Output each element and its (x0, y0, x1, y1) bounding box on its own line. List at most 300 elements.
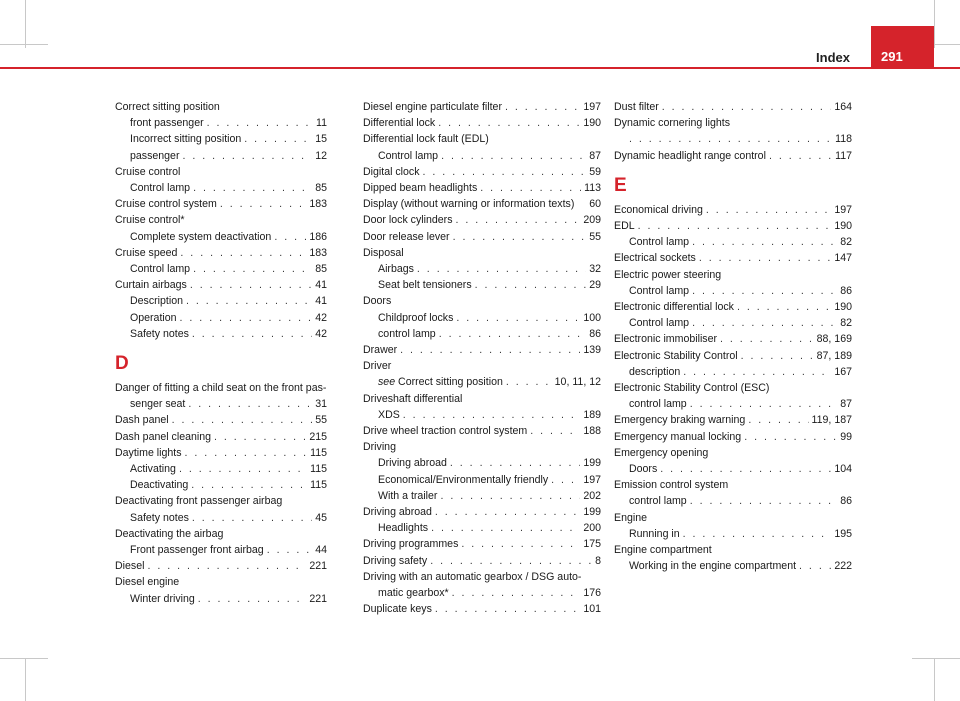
index-column-3 (614, 99, 852, 574)
index-entry[interactable] (363, 553, 601, 569)
dot-leader (188, 396, 312, 412)
entry-label: Dynamic headlight range control (614, 149, 766, 162)
dot-leader (439, 326, 587, 342)
see-reference: see (378, 376, 396, 389)
entry-page: 221 (309, 560, 327, 573)
entry-label: Daytime lights (115, 446, 182, 459)
index-column-1 (115, 99, 327, 607)
entry-page: 55 (589, 230, 601, 243)
index-entry[interactable] (115, 310, 327, 326)
entry-label: Deactivating (130, 479, 189, 492)
entry-page: 82 (840, 317, 852, 330)
index-heading: Correct sitting position (115, 101, 220, 113)
entry-page: 85 (315, 263, 327, 276)
index-entry[interactable] (614, 461, 852, 477)
index-entry[interactable] (115, 591, 327, 607)
index-heading: Emission control system (614, 479, 729, 492)
entry-page: 99 (840, 430, 852, 443)
index-entry[interactable] (115, 131, 327, 147)
dot-leader (193, 180, 312, 196)
entry-label: Door release lever (363, 230, 450, 243)
index-entry[interactable] (363, 164, 601, 180)
index-entry[interactable] (363, 423, 601, 439)
entry-label: XDS (378, 408, 400, 421)
entry-page: 202 (583, 489, 601, 502)
index-entry[interactable] (363, 99, 601, 115)
index-entry[interactable] (363, 585, 601, 601)
dot-leader (440, 488, 580, 504)
index-entry[interactable] (115, 510, 327, 526)
entry-page: 45 (315, 511, 327, 524)
index-entry[interactable] (363, 374, 601, 390)
dot-leader (435, 601, 580, 617)
entry-page: 117 (835, 149, 852, 162)
index-entry[interactable] (115, 148, 327, 164)
page-title: Index (816, 50, 850, 65)
entry-page: 190 (834, 220, 852, 233)
dot-leader (699, 250, 831, 266)
entry-label: Emergency manual locking (614, 430, 742, 443)
index-heading: Electronic Stability Control (ESC) (614, 382, 770, 395)
dot-leader (530, 423, 580, 439)
entry-label: control lamp (629, 398, 687, 411)
index-entry[interactable] (363, 180, 601, 196)
index-entry[interactable] (363, 277, 601, 293)
crop-mark (934, 0, 935, 48)
entry-page: 87 (589, 149, 601, 162)
dot-leader (180, 245, 306, 261)
index-heading: Electric power steering (614, 268, 722, 281)
index-entry[interactable] (614, 558, 852, 574)
dot-leader (191, 477, 307, 493)
index-entry[interactable] (363, 342, 601, 358)
dot-leader (638, 218, 832, 234)
entry-page: 200 (583, 522, 601, 535)
index-entry[interactable] (363, 229, 601, 245)
crop-mark (25, 658, 26, 701)
index-heading: Cruise control* (115, 214, 185, 227)
index-entry[interactable] (614, 234, 852, 250)
entry-page: 197 (583, 473, 601, 486)
entry-label: Cruise control system (115, 198, 217, 211)
index-entry[interactable] (363, 212, 601, 228)
dot-leader (186, 293, 312, 309)
index-entry[interactable] (115, 412, 327, 428)
entry-page: 12 (315, 149, 327, 162)
index-heading: Driving with an automatic gearbox / DSG auto- (363, 570, 582, 583)
entry-page: 189 (583, 408, 601, 421)
dot-leader (629, 131, 832, 147)
entry-label: Digital clock (363, 165, 420, 178)
entry-label: Driving abroad (363, 506, 432, 519)
entry-label: Front passenger front airbag (130, 544, 264, 557)
entry-page: 41 (315, 295, 327, 308)
dot-leader (690, 493, 838, 509)
dot-leader (456, 212, 581, 228)
index-heading: Doors (363, 295, 392, 308)
entry-page: 100 (583, 311, 601, 324)
index-entry[interactable] (363, 504, 601, 520)
dot-leader (690, 396, 838, 412)
entry-page: 88, 169 (816, 333, 852, 346)
index-column-2 (363, 99, 601, 618)
dot-leader (190, 277, 312, 293)
dot-leader (692, 234, 837, 250)
entry-page: 15 (315, 133, 327, 146)
index-heading: Disposal (363, 246, 404, 259)
entry-page: 195 (834, 527, 852, 540)
index-heading: Driveshaft differential (363, 392, 463, 405)
dot-leader (180, 310, 313, 326)
section-letter: E (614, 174, 627, 196)
index-heading: Danger of fitting a child seat on the front pas- (115, 382, 327, 395)
index-heading: Emergency opening (614, 446, 709, 459)
entry-page: 10, 11, 12 (554, 376, 601, 389)
dot-leader (192, 510, 312, 526)
dot-leader (475, 277, 587, 293)
entry-page: 186 (309, 230, 327, 243)
dot-leader (182, 148, 312, 164)
entry-label: Electronic Stability Control (614, 349, 738, 362)
entry-label: Dust filter (614, 101, 659, 113)
index-entry[interactable] (614, 299, 852, 315)
entry-page: 118 (835, 133, 852, 146)
index-entry[interactable] (614, 396, 852, 412)
index-entry[interactable] (363, 536, 601, 552)
entry-page: 209 (583, 214, 601, 227)
dot-leader (450, 455, 580, 471)
entry-label: Control lamp (130, 182, 191, 195)
index-entry[interactable] (363, 601, 601, 617)
entry-label: Dipped beam headlights (363, 182, 478, 195)
entry-label: Control lamp (130, 263, 191, 276)
entry-page: 199 (583, 506, 601, 519)
index-entry[interactable] (614, 283, 852, 299)
entry-label: Driving abroad (378, 457, 447, 470)
index-entry[interactable] (115, 245, 327, 261)
index-heading: Deactivating front passenger airbag (115, 495, 283, 508)
entry-page: 104 (834, 463, 852, 476)
entry-page: 82 (840, 236, 852, 249)
entry-page: 221 (309, 592, 327, 605)
entry-label: front passenger (130, 117, 204, 130)
entry-page: 190 (583, 117, 601, 130)
entry-page: 42 (315, 327, 327, 340)
index-entry[interactable] (115, 229, 327, 245)
entry-label: Complete system deactivation (130, 230, 272, 243)
dot-leader (198, 591, 307, 607)
index-entry[interactable] (614, 315, 852, 331)
entry-label: Safety notes (130, 511, 189, 524)
entry-page: 29 (589, 279, 601, 292)
index-heading: Driver (363, 360, 392, 373)
entry-page: 11 (316, 117, 327, 130)
index-entry[interactable] (363, 520, 601, 536)
entry-label: Airbags (378, 263, 414, 276)
index-entry[interactable] (115, 542, 327, 558)
dot-leader (244, 131, 312, 147)
entry-label: Door lock cylinders (363, 214, 453, 227)
entry-label: senger seat (130, 398, 186, 411)
entry-page: 32 (589, 263, 601, 276)
entry-label: Electrical sockets (614, 252, 696, 265)
entry-label: Control lamp (378, 149, 439, 162)
index-entry[interactable] (115, 277, 327, 293)
index-entry[interactable] (363, 196, 601, 212)
dot-leader (769, 148, 832, 164)
entry-label: Winter driving (130, 592, 195, 605)
entry-label: Differential lock (363, 117, 436, 130)
index-entry[interactable] (614, 99, 852, 115)
entry-page: 164 (834, 101, 852, 113)
index-entry[interactable] (614, 526, 852, 542)
dot-leader (799, 558, 831, 574)
entry-label: Correct sitting position (398, 376, 503, 389)
dot-leader (435, 504, 580, 520)
dot-leader (179, 461, 307, 477)
index-entry[interactable] (363, 115, 601, 131)
entry-page: 183 (309, 198, 327, 211)
entry-label: control lamp (378, 327, 436, 340)
entry-label: Headlights (378, 522, 429, 535)
entry-label: Dash panel cleaning (115, 430, 212, 443)
dot-leader (267, 542, 313, 558)
entry-page: 175 (583, 538, 601, 551)
index-entry[interactable] (115, 261, 327, 277)
dot-leader (737, 299, 831, 315)
index-heading: Differential lock fault (EDL) (363, 133, 489, 146)
dot-leader (480, 180, 581, 196)
index-entry[interactable] (614, 348, 852, 364)
entry-label: Dash panel (115, 414, 169, 427)
index-entry[interactable] (363, 488, 601, 504)
entry-label: passenger (130, 149, 180, 162)
entry-page: 197 (583, 101, 601, 113)
dot-leader (438, 115, 580, 131)
entry-label: Driving programmes (363, 538, 459, 551)
entry-label: Operation (130, 311, 177, 324)
entry-label: Childproof locks (378, 311, 454, 324)
dot-leader (207, 115, 313, 131)
index-entry[interactable] (614, 331, 852, 347)
index-heading: Driving (363, 441, 396, 454)
entry-label: Description (130, 295, 183, 308)
entry-label: Curtain airbags (115, 279, 187, 292)
entry-page: 55 (315, 414, 327, 427)
entry-label: Drive wheel traction control system (363, 425, 528, 438)
entry-page: 31 (315, 398, 327, 411)
index-entry[interactable] (115, 477, 327, 493)
dot-leader (741, 348, 814, 364)
dot-leader (220, 196, 306, 212)
dot-leader (172, 412, 313, 428)
entry-label: Running in (629, 527, 680, 540)
entry-page: 215 (309, 430, 327, 443)
entry-label: control lamp (629, 495, 687, 508)
entry-page: 86 (840, 495, 852, 508)
dot-leader (214, 429, 306, 445)
entry-label: Doors (629, 463, 658, 476)
entry-page: 147 (834, 252, 852, 265)
dot-leader (185, 445, 308, 461)
entry-page: 115 (310, 463, 327, 476)
dot-leader (192, 326, 312, 342)
entry-page: 101 (583, 603, 601, 616)
entry-page: 139 (583, 344, 601, 357)
entry-label: Control lamp (629, 236, 690, 249)
section-letter: D (115, 353, 129, 375)
dot-leader (660, 461, 831, 477)
crop-mark (0, 658, 48, 659)
entry-page: 176 (583, 587, 601, 600)
crop-mark (934, 658, 935, 701)
entry-page: 60 (589, 198, 601, 211)
index-heading: Deactivating the airbag (115, 527, 224, 540)
page-number: 291 (881, 49, 903, 64)
index-entry[interactable] (115, 445, 327, 461)
dot-leader (193, 261, 312, 277)
entry-page: 85 (315, 182, 327, 195)
entry-label: Diesel (115, 560, 145, 573)
dot-leader (505, 99, 580, 115)
dot-leader (683, 526, 832, 542)
index-entry[interactable] (363, 261, 601, 277)
dot-leader (431, 520, 580, 536)
index-entry[interactable] (115, 461, 327, 477)
dot-leader (441, 148, 586, 164)
entry-label: Safety notes (130, 327, 189, 340)
dot-leader (683, 364, 831, 380)
index-heading: Diesel engine (115, 576, 180, 589)
index-entry[interactable] (115, 558, 327, 574)
index-entry[interactable] (614, 429, 852, 445)
index-heading: Dynamic cornering lights (614, 117, 730, 130)
dot-leader (452, 585, 581, 601)
dot-leader (748, 412, 808, 428)
dot-leader (706, 202, 831, 218)
index-heading: Engine (614, 511, 647, 524)
entry-label: Driving safety (363, 554, 428, 567)
entry-label: EDL (614, 220, 635, 233)
entry-label: Economical/Environmentally friendly (378, 473, 549, 486)
index-entry[interactable] (363, 310, 601, 326)
dot-leader (400, 342, 580, 358)
entry-label: Cruise speed (115, 246, 178, 259)
index-entry[interactable] (115, 429, 327, 445)
entry-label: Diesel engine particulate filter (363, 101, 502, 113)
entry-page: 59 (589, 165, 601, 178)
crop-mark (912, 658, 960, 659)
entry-label: Emergency braking warning (614, 414, 746, 427)
index-entry[interactable] (115, 180, 327, 196)
index-entry[interactable] (363, 407, 601, 423)
entry-page: 167 (834, 365, 852, 378)
crop-mark (25, 0, 26, 48)
dot-leader (692, 315, 837, 331)
dot-leader (720, 331, 814, 347)
entry-page: 115 (310, 479, 327, 492)
entry-label: Electronic immobiliser (614, 333, 718, 346)
index-heading: Cruise control (115, 165, 181, 178)
dot-leader (274, 229, 306, 245)
index-entry[interactable] (614, 148, 852, 164)
dot-leader (417, 261, 586, 277)
entry-label: With a trailer (378, 489, 438, 502)
dot-leader (453, 229, 587, 245)
index-entry[interactable] (614, 250, 852, 266)
entry-label: Working in the engine compartment (629, 560, 797, 573)
index-entry[interactable] (363, 148, 601, 164)
entry-label: Duplicate keys (363, 603, 432, 616)
entry-page: 115 (310, 446, 327, 459)
index-entry[interactable] (115, 196, 327, 212)
index-entry[interactable] (363, 455, 601, 471)
entry-label: Activating (130, 463, 176, 476)
entry-label: Control lamp (629, 317, 690, 330)
entry-page: 42 (315, 311, 327, 324)
page-number-badge (871, 26, 934, 68)
dot-leader (430, 553, 592, 569)
entry-label: Drawer (363, 344, 398, 357)
entry-page: 86 (589, 327, 601, 340)
index-entry[interactable] (614, 412, 852, 428)
entry-page: 119, 187 (811, 414, 852, 427)
entry-label: Seat belt tensioners (378, 279, 472, 292)
crop-mark (0, 44, 48, 45)
entry-page: 87, 189 (816, 349, 852, 362)
entry-page: 41 (315, 279, 327, 292)
entry-page: 44 (315, 544, 327, 557)
entry-label: Economical driving (614, 203, 703, 216)
dot-leader (461, 536, 580, 552)
entry-page: 113 (584, 182, 601, 195)
dot-leader (403, 407, 581, 423)
index-entry[interactable] (614, 493, 852, 509)
index-entry[interactable] (363, 472, 601, 488)
index-entry[interactable] (363, 326, 601, 342)
dot-leader (456, 310, 580, 326)
entry-page: 8 (595, 554, 601, 567)
entry-page: 87 (840, 398, 852, 411)
dot-leader (662, 99, 832, 115)
index-entry[interactable] (614, 364, 852, 380)
index-entry[interactable] (614, 131, 852, 147)
dot-leader (744, 429, 837, 445)
index-entry[interactable] (614, 218, 852, 234)
dot-leader (551, 472, 580, 488)
index-entry[interactable] (115, 115, 327, 131)
entry-page: 183 (309, 246, 327, 259)
index-entry[interactable] (115, 293, 327, 309)
entry-page: 86 (840, 284, 852, 297)
entry-page: 197 (834, 203, 852, 216)
entry-label: Incorrect sitting position (130, 133, 242, 146)
index-heading: Engine compartment (614, 544, 712, 557)
entry-label: matic gearbox* (378, 587, 449, 600)
entry-label: Electronic differential lock (614, 301, 734, 314)
dot-leader (506, 374, 552, 390)
entry-page: 199 (583, 457, 601, 470)
index-entry[interactable] (115, 396, 327, 412)
entry-label: description (629, 365, 681, 378)
index-entry[interactable] (614, 202, 852, 218)
dot-leader (423, 164, 587, 180)
header-rule (0, 67, 960, 69)
entry-page: 190 (834, 301, 852, 314)
entry-label: Control lamp (629, 284, 690, 297)
dot-leader (692, 283, 837, 299)
index-entry[interactable] (115, 326, 327, 342)
